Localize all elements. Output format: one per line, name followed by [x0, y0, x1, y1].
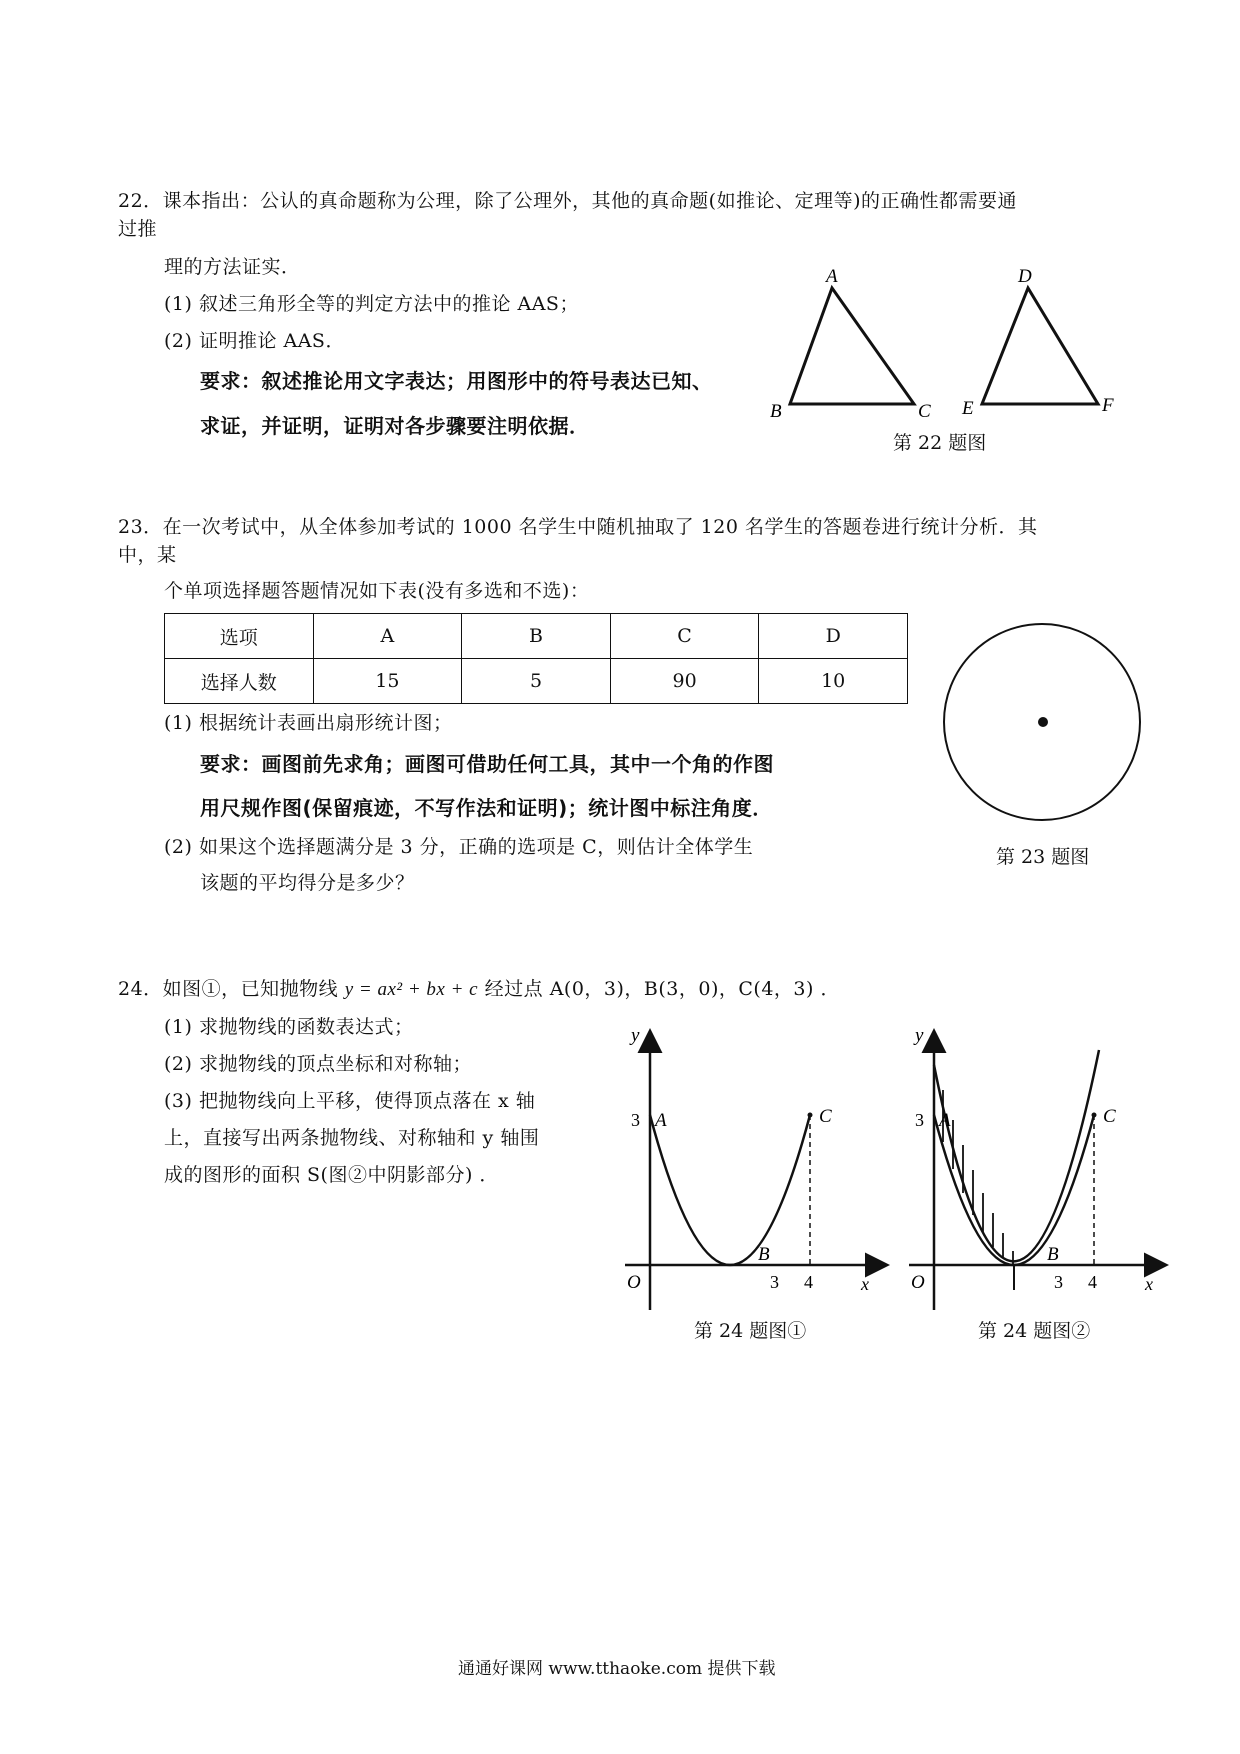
table-cell: 90: [610, 659, 759, 704]
label-D: D: [1018, 266, 1032, 287]
q23-line2: 中，某: [118, 544, 177, 566]
q23-circle-figure: [940, 620, 1160, 840]
point-c: [808, 1113, 813, 1118]
y-tick-3: 3: [915, 1110, 924, 1130]
q23-caption: 第 23 题图: [996, 846, 1090, 868]
label-C: C: [918, 401, 931, 422]
parabola-shifted: [934, 1050, 1099, 1261]
q23-line3: 个单项选择题答题情况如下表(没有多选和不选)：: [164, 580, 590, 602]
q22-line3: 理的方法证实．: [164, 256, 301, 278]
x-label: x: [1145, 1274, 1153, 1294]
q24-intro-pre: 24．如图①，已知抛物线: [118, 978, 345, 1000]
parabola: [650, 1115, 810, 1265]
x-tick-3: 3: [770, 1272, 779, 1292]
y-tick-3: 3: [631, 1110, 640, 1130]
q22-line1: 22．课本指出：公认的真命题称为公理，除了公理外，其他的真命题(如推论、定理等)的正确性都需要通: [118, 190, 1018, 212]
point-a-label: A: [939, 1110, 951, 1131]
q22-sub1: (1) 叙述三角形全等的判定方法中的推论 AAS；: [164, 293, 579, 315]
table-cell: D: [759, 614, 908, 659]
q23-line1: 23．在一次考试中，从全体参加考试的 1000 名学生中随机抽取了 120 名学生的答题卷进行统计分析．其: [118, 516, 1038, 538]
circle-center-dot: [1038, 717, 1048, 727]
q24-caption-2: 第 24 题图②: [978, 1320, 1091, 1342]
q24-sub1: (1) 求抛物线的函数表达式；: [164, 1016, 414, 1038]
q23-req2: 用尺规作图(保留痕迹，不写作法和证明)；统计图中标注角度．: [200, 796, 773, 820]
table-cell: 15: [313, 659, 462, 704]
point-a-label: A: [655, 1110, 667, 1131]
q24-sub3c: 成的图形的面积 S(图②中阴影部分) ．: [164, 1164, 499, 1186]
x-tick-4: 4: [804, 1272, 813, 1292]
page-footer: 通通好课网 www.tthaoke.com 提供下载: [458, 1659, 776, 1679]
q24-caption-1: 第 24 题图①: [694, 1320, 807, 1342]
triangle-def: [982, 288, 1098, 404]
q22-sub2: (2) 证明推论 AAS．: [164, 330, 345, 352]
point-c-label: C: [819, 1106, 832, 1127]
q22-req1: 要求：叙述推论用文字表达；用图形中的符号表达已知、: [200, 369, 713, 393]
q24-intro: [118, 974, 840, 1001]
table-cell: B: [462, 614, 611, 659]
origin-label: O: [911, 1272, 925, 1293]
label-F: F: [1102, 395, 1114, 416]
q24-sub2: (2) 求抛物线的顶点坐标和对称轴；: [164, 1053, 472, 1075]
q24-sub3a: (3) 把抛物线向上平移，使得顶点落在 x 轴: [164, 1090, 536, 1112]
table-cell: C: [610, 614, 759, 659]
table-row: [165, 659, 908, 704]
x-tick-4: 4: [1088, 1272, 1097, 1292]
table-cell: 5: [462, 659, 611, 704]
y-label: y: [631, 1025, 640, 1046]
q23-sub1: (1) 根据统计表画出扇形统计图；: [164, 712, 453, 734]
table-header-row: [165, 614, 908, 659]
q22-caption: 第 22 题图: [893, 432, 987, 454]
table-cell: 10: [759, 659, 908, 704]
q24-equation: y = ax² + bx + c: [344, 979, 479, 1000]
q24-intro-post: 经过点 A(0，3)，B(3，0)，C(4，3) ．: [478, 978, 840, 1000]
q23-sub2b: 该题的平均得分是多少？: [200, 872, 415, 894]
q23-req1: 要求：画图前先求角；画图可借助任何工具，其中一个角的作图: [200, 752, 774, 776]
point-c: [1092, 1113, 1097, 1118]
q22-req2: 求证，并证明，证明对各步骤要注明依据．: [200, 414, 590, 438]
label-B: B: [770, 401, 782, 422]
label-E: E: [962, 398, 974, 419]
q22-triangles-figure: [760, 260, 1140, 430]
x-label: x: [861, 1274, 869, 1294]
origin-label: O: [627, 1272, 641, 1293]
q24-figure-1: [615, 1025, 895, 1325]
answer-stats-table: [164, 613, 908, 704]
table-cell: 选择人数: [165, 659, 314, 704]
q23-sub2a: (2) 如果这个选择题满分是 3 分，正确的选项是 C，则估计全体学生: [164, 836, 754, 858]
y-label: y: [915, 1025, 924, 1046]
table-cell: 选项: [165, 614, 314, 659]
table-cell: A: [313, 614, 462, 659]
point-b-label: B: [1047, 1244, 1059, 1265]
point-c-label: C: [1103, 1106, 1116, 1127]
parabola-original: [934, 1115, 1094, 1265]
q24-figure-2: [899, 1025, 1174, 1325]
point-b-label: B: [758, 1244, 770, 1265]
q24-sub3b: 上，直接写出两条抛物线、对称轴和 y 轴围: [164, 1127, 540, 1149]
q22-line2: 过推: [118, 218, 158, 240]
triangle-abc: [790, 288, 914, 404]
label-A: A: [826, 266, 838, 287]
x-tick-3: 3: [1054, 1272, 1063, 1292]
